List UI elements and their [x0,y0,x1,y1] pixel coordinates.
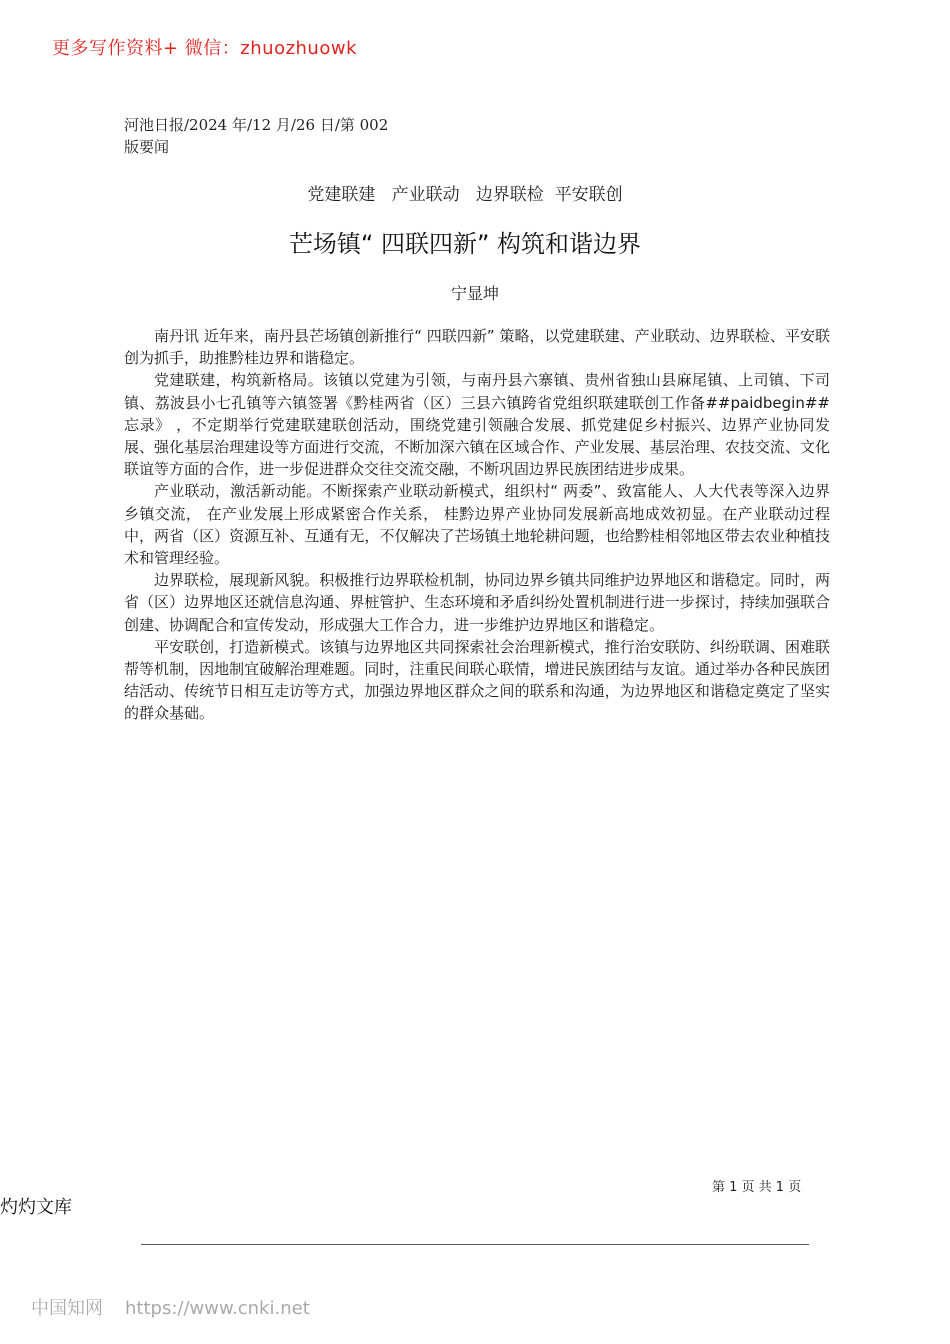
article-paragraph-border-inspection: 边界联检，展现新风貌。积极推行边界联检机制，协同边界乡镇共同维护边界地区和谐稳定。同时，两省（区）边界地区还就信息沟通、界桩管护、生态环境和矛盾纠纷处置机制进行进一步探讨，持续加强联合创建、协调配合和宣传发动，形成强大工作合力，进一步维护边界地区和谐稳定。 [124,571,830,634]
watermark-url: https://www.cnki.net [125,1298,310,1319]
article-paragraph-safety: 平安联创，打造新模式。该镇与边界地区共同探索社会治理新模式，推行治安联防、纠纷联调、困难联帮等机制，因地制宜破解治理难题。同时，注重民间联心联情，增进民族团结与友谊。通过举办各种民族团结活动、传统节日相互走访等方式，加强边界地区群众之间的联系和沟通，为边界地区和谐稳定奠定了坚实的群众基础。 [124,637,830,723]
article-author: 宁显坤 [450,284,499,303]
article-kicker: 党建联建 产业联动 边界联检 平安联创 [307,185,623,205]
article-paragraph-lead: 南丹讯 近年来，南丹县芒场镇创新推行“ 四联四新” 策略，以党建联建、产业联动、边界联检、平安联创为抓手，助推黔桂边界和谐稳定。 [124,327,830,368]
library-name: 灼灼文库 [0,1197,72,1218]
article-paragraph-industry: 产业联动，激活新动能。不断探索产业联动新模式，组织村“ 两委”、致富能人、人大代表等深入边界乡镇交流， 在产业发展上形成紧密合作关系， 桂黔边界产业协同发展新高地成效初显。在产业联动过程中，两省（区）资源互补、互通有无，不仅解决了芒场镇土地轮耕问题，也给黔桂相邻地区带去农业种植技术和管理经验。 [124,482,830,568]
promo-banner: 更多写作资料+ 微信：zhuozhuowk [52,38,358,59]
article-paragraph-party-building: 党建联建，构筑新格局。该镇以党建为引领，与南丹县六寨镇、贵州省独山县麻尾镇、上司镇、下司镇、荔波县小七孔镇等六镇签署《黔桂两省（区）三县六镇跨省党组织联建联创工作备##paidbegin##忘录》 ，不定期举行党建联建联创活动，围绕党建引领融合发展、抓党建促乡村振兴、边界产业协同发展、强化基层治理建设等方面进行交流，不断加深六镇在区域合作、产业发展、基层治理、农技交流、文化联谊等方面的合作，进一步促进群众交往交流交融，不断巩固边界民族团结进步成果。 [124,371,830,479]
publication-section: 版要闻 [124,138,170,156]
watermark-brand: 中国知网 [31,1298,103,1319]
watermark [31,1294,310,1320]
page-number: 第 1 页 共 1 页 [712,1180,802,1195]
footer-divider [141,1244,809,1245]
publication-source [124,114,388,136]
article-title: 芒场镇“ 四联四新” 构筑和谐边界 [288,230,642,258]
publication-source-text: 河池日报/2024 年/12 月/26 日/第 002 [124,116,389,134]
article-body [124,325,830,725]
